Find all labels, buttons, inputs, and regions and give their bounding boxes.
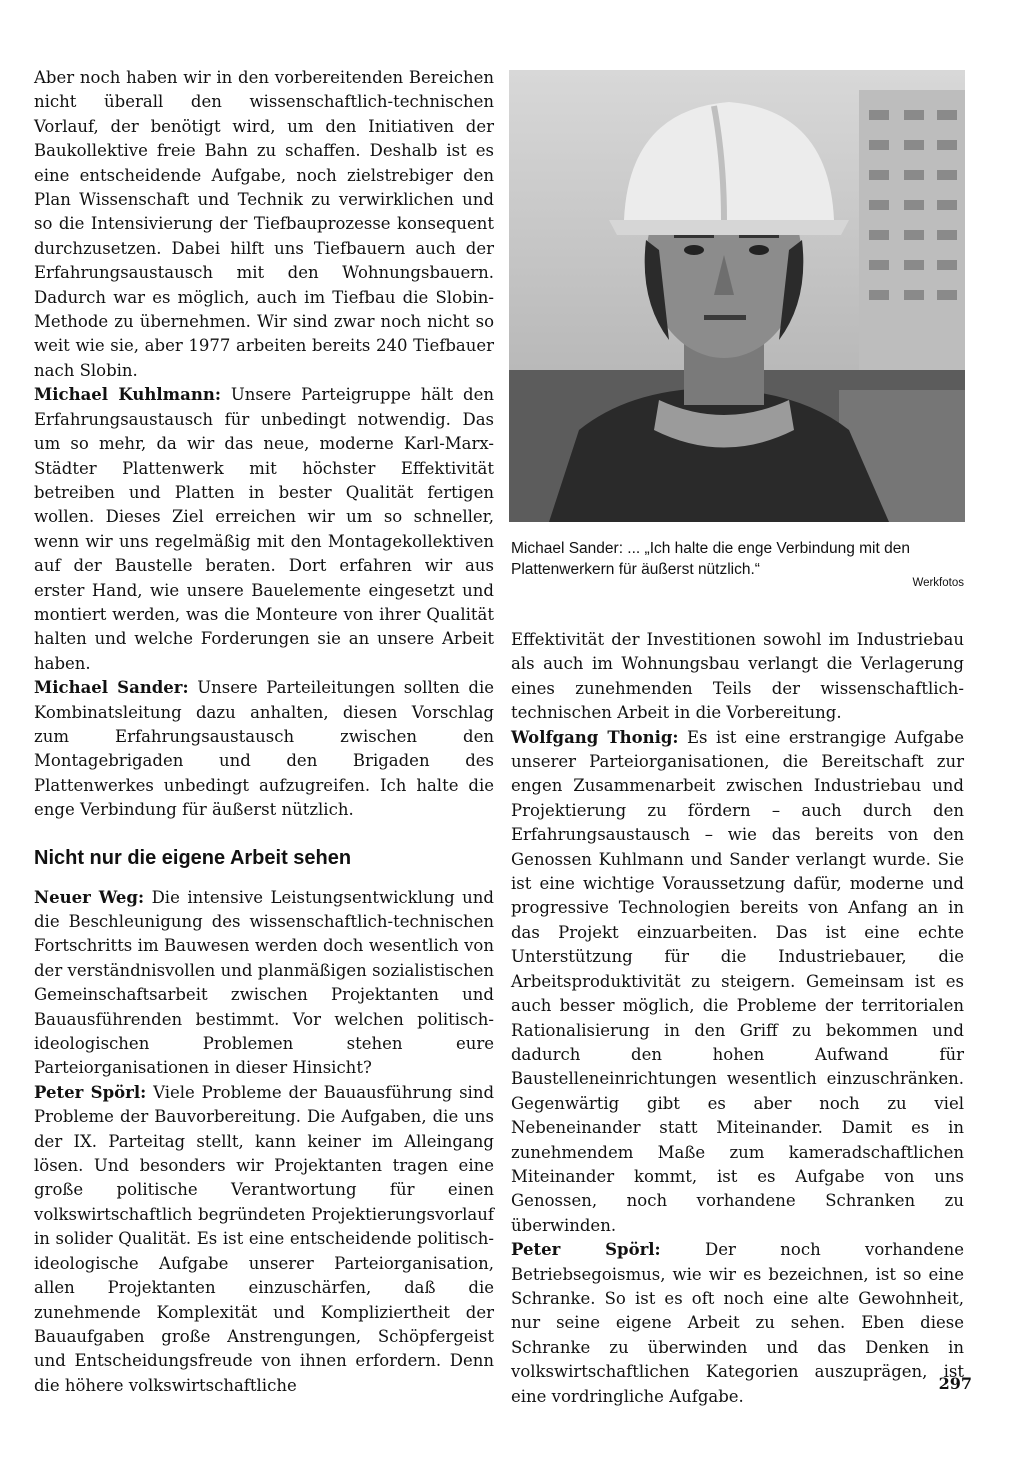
paragraph-text: Der noch vorhandene Betriebsegoismus, wie wir es bezeichnen, ist so eine Schranke. So ist es oft noch eine alte Gewohnheit, nur seine eigene Arbeit zu sehen. Eben diese Schranke zu überwinden und das Denken in volkswirtschaftlichen Kategorien auszuprägen, ist eine vordringliche Aufgabe. xyxy=(511,1240,965,1406)
paragraph-text: Unsere Parteigruppe hält den Erfahrungsaustausch für unbedingt notwendig. Das um so mehr, da wir das neue, moderne Karl-Marx-Städter Plattenwerk mit höchster Effektivität betreiben und Platten in bester Qualität fertigen wollen. Dieses Ziel erreichen wir um so schneller, wenn wir uns regelmäßig mit den Montagekollektiven auf der Baustelle beraten. Dort erfahren wir aus erster Hand, wie unsere Bauelemente eingesetzt und montiert werden, was die Monteure von ihrer Qualität halten und welche Forderungen sie an unsere Arbeit haben. xyxy=(34,385,495,673)
speaker-name: Michael Kuhlmann: xyxy=(34,385,221,405)
speaker-name: Michael Sander: xyxy=(34,678,189,698)
photo-credit: Werkfotos xyxy=(912,577,964,589)
paragraph-text: Viele Probleme der Bauausführung sind Probleme der Bauvorbereitung. Die Aufgaben, die uns der IX. Parteitag stellt, kann keiner im Alleingang lösen. Und besonders wir Projektanten tragen eine große politische Verantwortung für einen volkswirtschaftlich begründeten Projektierungsvorlauf in solider Qualität. Es ist eine entscheidende politisch-ideologische Aufgabe unserer Parteiorganisation, allen Projektanten einzuschärfen, daß die zunehmende Komplexität und Kompliziertheit der Bauaufgaben große Anstrengungen, Schöpfergeist und Entscheidungsfreude von ihnen erfordern. Denn die höhere volkswirtschaftliche xyxy=(34,1082,495,1395)
speaker-name: Neuer Weg: xyxy=(34,887,145,907)
left-column xyxy=(34,66,494,1398)
paragraph-text: Effektivität der Investitionen sowohl im Industriebau als auch im Wohnungsbau verlangt die Verlagerung eines zunehmenden Teils der wissenschaftlich-technischen Arbeit in die Vorbereitung. xyxy=(511,630,964,723)
paragraph xyxy=(34,383,494,676)
paragraph-text: Die intensive Leistungsentwicklung und die Beschleunigung des wissenschaftlich-technischen Fortschritts im Bauwesen werden doch wesentlich von der verständnisvollen und planmäßigen sozialistischen Gemeinschaftsarbeit zwischen Projektanten und Bauausführenden bestimmt. Vor welchen politisch-ideologischen Problemen stehen eure Parteiorganisationen in dieser Hinsicht? xyxy=(34,887,494,1078)
paragraph xyxy=(511,1238,964,1409)
paragraph xyxy=(34,676,494,822)
section-heading: Nicht nur die eigene Arbeit sehen xyxy=(34,846,352,869)
paragraph xyxy=(34,66,494,383)
page-number: 297 xyxy=(938,1374,972,1393)
paragraph xyxy=(511,628,964,726)
paragraph xyxy=(34,1081,494,1398)
speaker-name: Peter Spörl: xyxy=(34,1082,147,1102)
photo-caption: Michael Sander: ... „Ich halte die enge Verbindung mit den Plattenwerkern für äußerst nützlich.“ xyxy=(511,540,910,578)
portrait-photo-illustration xyxy=(509,70,965,522)
paragraph-text: Es ist eine erstrangige Aufgabe unserer Parteiorganisationen, die Bereitschaft zur engen Zusammenarbeit zwischen Industriebau und Projektierung zu fördern – auch durch den Erfahrungsaustausch – wie das bereits von den Genossen Kuhlmann und Sander verlangt wurde. Sie ist eine wichtige Voraussetzung dafür, moderne und progressive Technologien bereits von Anfang an in das Projekt einzuarbeiten. Das ist eine echte Unterstützung für die Industriebauer, die Arbeitsproduktivität zu steigern. Gemeinsam ist es auch besser möglich, die Probleme der territorialen Rationalisierung in den Griff zu bekommen und dadurch den hohen Aufwand für Baustelleneinrichtungen wesentlich einzuschränken. Gegenwärtig gibt es aber noch zu viel Nebeneinander statt Miteinander. Damit es in zunehmendem Maße zum kameradschaftlichen Miteinander kommt, ist es Aufgabe von uns Genossen, noch vorhandene Schranken zu überwinden. xyxy=(511,727,964,1235)
speaker-name: Wolfgang Thonig: xyxy=(511,727,679,747)
paragraph-text: Unsere Parteileitungen sollten die Kombinatsleitung dazu anhalten, diesen Vorschlag zum Erfahrungsaustausch zwischen den Montagebrigaden und den Brigaden des Plattenwerkes unbedingt aufzugreifen. Ich halte die enge Verbindung für äußerst nützlich. xyxy=(34,678,494,820)
right-column xyxy=(511,628,964,1409)
paragraph-text: Aber noch haben wir in den vorbereitenden Bereichen nicht überall den wissenschaftlich-technischen Vorlauf, der benötigt wird, um den Initiativen der Baukollektive freie Bahn zu schaffen. Deshalb ist es eine entscheidende Aufgabe, noch zielstrebiger den Plan Wissenschaft und Technik zu verwirklichen und so die Intensivierung der Tiefbauprozesse konsequent durchzusetzen. Dabei hilft uns Tiefbauern auch der Erfahrungsaustausch mit den Wohnungsbauern. Dadurch war es möglich, auch im Tiefbau die Slobin-Methode zu übernehmen. Wir sind zwar noch nicht so weit wie sie, aber 1977 arbeiten bereits 240 Tiefbauer nach Slobin. xyxy=(34,68,494,380)
portrait-photo xyxy=(509,70,965,522)
paragraph xyxy=(34,886,494,1081)
paragraph xyxy=(511,726,964,1239)
speaker-name: Peter Spörl: xyxy=(511,1240,661,1260)
